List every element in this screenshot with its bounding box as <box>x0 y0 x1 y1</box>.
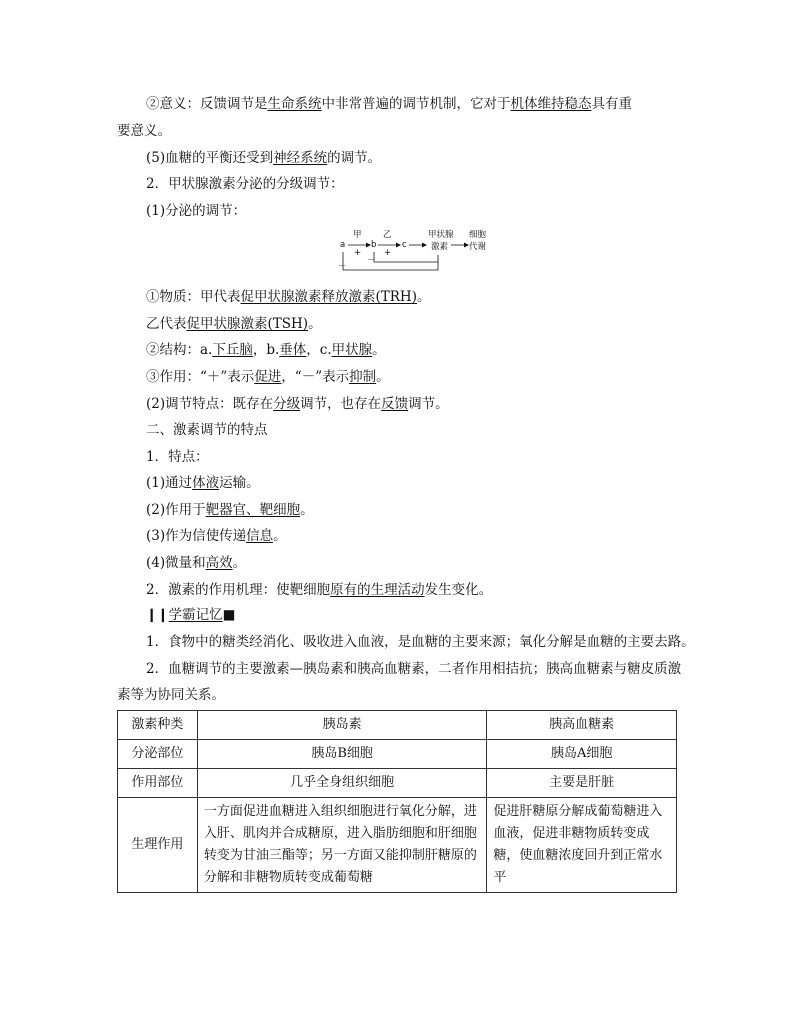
answer-blank: 垂体 <box>279 342 307 358</box>
thyroid-regulation-diagram <box>338 228 487 274</box>
table-cell: 促进肝糖原分解成葡萄糖进入血液，促进非糖物质转变成糖，使血糖浓度回升到正常水平 <box>487 798 677 893</box>
node-a: a <box>340 240 346 250</box>
answer-blank: 高效 <box>205 555 233 571</box>
text-line-significance: ②意义：反馈调节是生命系统中非常普遍的调节机制，它对于机体维持稳态具有重 <box>146 96 632 112</box>
plus-sign: + <box>354 248 362 258</box>
label-metabolism: 代谢 <box>469 242 487 252</box>
text-line: 要意义。 <box>117 123 171 139</box>
answer-blank: 促甲状腺激素(TSH) <box>186 316 309 332</box>
minus-sign: － <box>367 256 376 266</box>
hormone-comparison-table <box>117 710 677 893</box>
text-line: (1)通过体液运输。 <box>146 475 260 491</box>
memory-heading: ❙❙学霸记忆■ <box>146 607 236 623</box>
answer-blank: 信息 <box>246 528 274 544</box>
text-line: 1．特点： <box>146 449 209 465</box>
table-header-cell: 胰岛素 <box>197 711 486 740</box>
answer-blank: 抑制 <box>349 369 377 385</box>
section-heading: 二、激素调节的特点 <box>146 422 268 438</box>
text-line: 1．食物中的糖类经消化、吸收进入血液，是血糖的主要来源；氧化分解是血糖的主要去路。 <box>146 634 695 650</box>
text-line: 乙代表促甲状腺激素(TSH)。 <box>146 316 322 332</box>
table-cell: 胰岛B细胞 <box>197 740 486 769</box>
answer-blank: 反馈 <box>381 396 409 412</box>
table-cell: 分泌部位 <box>118 740 198 769</box>
answer-blank: 分级 <box>273 396 301 412</box>
table-row <box>118 798 677 893</box>
answer-blank: 下丘脑 <box>212 342 253 358</box>
table-row <box>118 740 677 769</box>
table-header-row <box>118 711 677 740</box>
text-line: (3)作为信使传递信息。 <box>146 528 287 544</box>
table-row <box>118 769 677 798</box>
table-header-cell: 激素种类 <box>118 711 198 740</box>
table-cell: 作用部位 <box>118 769 198 798</box>
text-line: (4)微量和高效。 <box>146 555 247 571</box>
label-yi: 乙 <box>383 230 392 240</box>
label-jia: 甲 <box>353 230 362 240</box>
text-line-mechanism: 2．激素的作用机理：使靶细胞原有的生理活动发生变化。 <box>146 582 493 598</box>
answer-blank: 促甲状腺激素释放激素(TRH) <box>240 289 417 305</box>
table-cell: 生理作用 <box>118 798 198 893</box>
text-line: (1)分泌的调节： <box>146 203 247 219</box>
label-thyroid-hormone-2: 激素 <box>431 242 449 252</box>
answer-blank: 甲状腺 <box>331 342 373 358</box>
text-line-substance: ①物质：甲代表促甲状腺激素释放激素(TRH)。 <box>146 289 431 305</box>
node-c: c <box>402 240 407 250</box>
label-thyroid-hormone: 甲状腺 <box>428 230 454 240</box>
answer-blank: 原有的生理活动 <box>330 582 425 598</box>
table-cell: 一方面促进血糖进入组织细胞进行氧化分解，进入肝、肌肉并合成糖原，进入脂肪细胞和肝细胞转变为甘油三酯等；另一方面又能抑制肝糖原的分解和非糖物质转变成葡萄糖 <box>197 798 486 893</box>
text-line: 素等为协同关系。 <box>117 687 225 703</box>
minus-sign: － <box>338 262 347 272</box>
table-cell: 胰岛A细胞 <box>487 740 677 769</box>
table-header-cell: 胰高血糖素 <box>487 711 677 740</box>
answer-blank: 机体维持稳态 <box>510 96 592 112</box>
label-cell: 细胞 <box>469 230 487 240</box>
answer-blank: 体液 <box>192 475 220 491</box>
text-line-nerve: (5)血糖的平衡还受到神经系统的调节。 <box>146 150 382 166</box>
text-line-features: (2)调节特点：既存在分级调节，也存在反馈调节。 <box>146 396 449 412</box>
answer-blank: 生命系统 <box>267 96 322 112</box>
text-line-structure: ②结构：a.下丘脑，b.垂体，c.甲状腺。 <box>146 342 386 358</box>
table-cell: 主要是肝脏 <box>487 769 677 798</box>
answer-blank: 促进 <box>254 369 282 385</box>
text-line: 2．甲状腺激素分泌的分级调节： <box>146 176 344 192</box>
answer-blank: 神经系统 <box>273 150 328 166</box>
text-line: 2．血糖调节的主要激素—胰岛素和胰高血糖素，二者作用相拮抗；胰高血糖素与糖皮质激 <box>146 661 682 677</box>
answer-blank: 靶器官、靶细胞 <box>205 502 301 518</box>
text-line: (2)作用于靶器官、靶细胞。 <box>146 502 314 518</box>
plus-sign: + <box>384 248 392 258</box>
table-cell: 几乎全身组织细胞 <box>197 769 486 798</box>
text-line-effect: ③作用：“＋”表示促进，“－”表示抑制。 <box>146 369 390 385</box>
node-b: b <box>371 240 377 250</box>
